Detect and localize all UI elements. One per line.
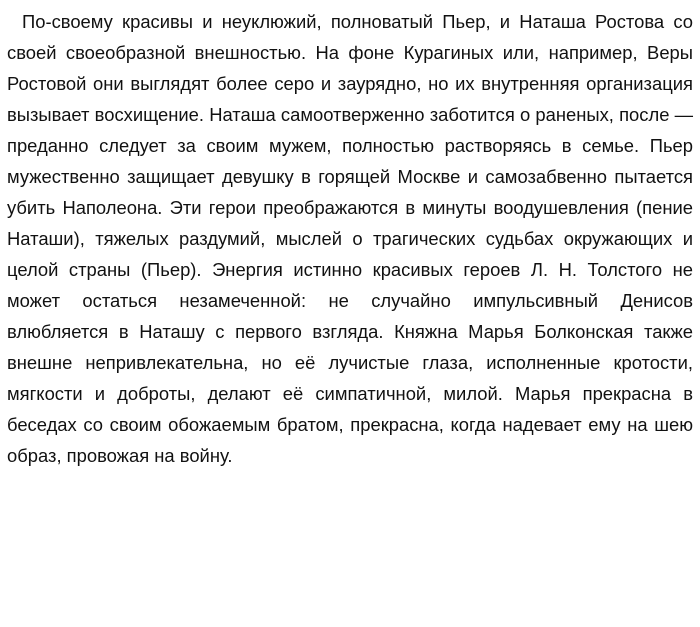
essay-paragraph: По-своему красивы и неуклюжий, полноватый Пьер, и Наташа Ростова со своей своеобразной внешностью. На фоне Курагиных или, например, Веры Ростовой они выглядят более серо и заурядно, но их внутренняя организация вызывает восхищение. Наташа самоотверженно заботится о раненых, после — преданно следует за своим мужем, полностью растворяясь в семье. Пьер мужественно защищает девушку в горящей Москве и самозабвенно пытается убить Наполеона. Эти герои преображаются в минуты воодушевления (пение Наташи), тяжелых раздумий, мыслей о трагических судьбах окружающих и целой страны (Пьер). Энергия истинно красивых героев Л. Н. Толстого не может остаться незамеченной: не случайно импульсивный Денисов влюбляется в Наташу с первого взгляда. Княжна Марья Болконская также внешне непривлекательна, но её лучистые глаза, исполненные кротости, мягкости и доброты, делают её симпатичной, милой. Марья прекрасна в беседах со своим обожаемым братом, прекрасна, когда надевает ему на шею образ, провожая на войну. — [7, 11, 693, 466]
document-body — [7, 6, 693, 471]
